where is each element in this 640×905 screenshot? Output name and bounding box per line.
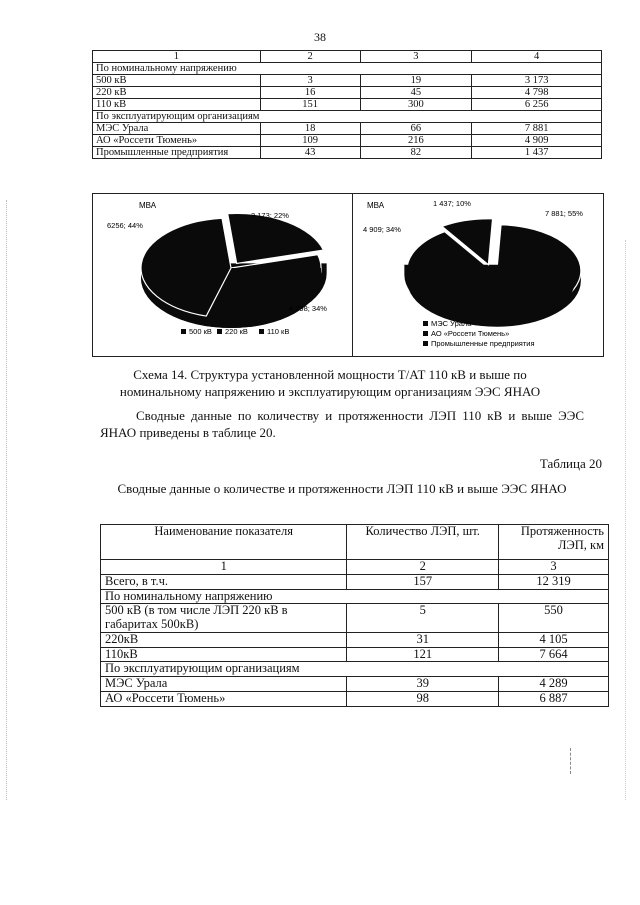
table-row [93,123,602,135]
legend-swatch [423,341,428,346]
section-label: По номинальному напряжению [93,63,602,75]
column-numbers-row [101,560,609,575]
row-label: 110 кВ [93,99,261,111]
row-value: 18 [260,123,360,135]
table-row [101,647,609,662]
table-title: Сводные данные о количестве и протяженности ЛЭП 110 кВ и выше ЭЭС ЯНАО [117,481,567,496]
row-value: 109 [260,135,360,147]
row-value: 39 [347,677,499,692]
section-row [93,63,602,75]
scan-mark [570,748,572,774]
data-label: 4 798; 34% [289,304,327,313]
data-label: 3 173; 22% [251,211,289,220]
section-label: По эксплуатирующим организациям [101,662,609,677]
column-header: Количество ЛЭП, шт. [347,525,499,560]
data-label: 7 881; 55% [545,209,583,218]
legend-label: 500 кВ [189,327,212,336]
row-value: 7 881 [472,123,602,135]
row-label: 220кВ [101,632,347,647]
body-paragraph: Сводные данные по количеству и протяженности ЛЭП 110 кВ и выше ЭЭС ЯНАО приведены в таблице 20. [100,408,584,440]
legend-label: Промышленные предприятия [431,339,535,348]
capacity-table [92,50,602,159]
row-label: МЭС Урала [101,677,347,692]
table-label: Таблица 20 [539,456,602,471]
legend-label: МЭС Урала [431,319,472,328]
row-label: АО «Россети Тюмень» [93,135,261,147]
row-label: АО «Россети Тюмень» [101,691,347,706]
row-label: 500 кВ (в том числе ЛЭП 220 кВ в габаритах 500кВ) [101,604,347,633]
row-label: Промышленные предприятия [93,147,261,159]
row-value: 66 [360,123,472,135]
scan-margin-left [6,200,9,800]
legend-swatch [217,329,222,334]
row-value: 151 [260,99,360,111]
table-row [93,135,602,147]
table-header-row [93,51,602,63]
row-value: 5 [347,604,499,633]
unit-label: МВА [139,201,157,210]
legend-label: АО «Россети Тюмень» [431,329,510,338]
table-row [101,677,609,692]
row-value: 6 256 [472,99,602,111]
row-label: МЭС Урала [93,123,261,135]
row-label: Всего, в т.ч. [101,574,347,589]
legend-swatch [423,321,428,326]
column-number: 1 [93,51,261,63]
section-row [93,111,602,123]
column-number: 4 [472,51,602,63]
row-value: 82 [360,147,472,159]
table-row [101,604,609,633]
row-value: 31 [347,632,499,647]
row-label: 110кВ [101,647,347,662]
row-value: 6 887 [499,691,609,706]
page-number: 38 [314,30,326,44]
table-row [101,632,609,647]
pie-chart-organizations [353,194,605,356]
table-header-row [101,525,609,560]
column-header: Протяженность ЛЭП, км [499,525,609,560]
row-value: 4 289 [499,677,609,692]
scan-margin-right [625,240,628,800]
section-label: По номинальному напряжению [101,589,609,604]
row-value: 4 105 [499,632,609,647]
column-number: 2 [347,560,499,575]
column-number: 1 [101,560,347,575]
table-row [101,574,609,589]
data-label: 4 909; 34% [363,225,401,234]
row-value: 19 [360,75,472,87]
row-value: 3 173 [472,75,602,87]
pie-chart-voltage [93,194,352,356]
legend-label: 110 кВ [267,327,290,336]
row-value: 1 437 [472,147,602,159]
column-number: 3 [499,560,609,575]
column-header: Наименование показателя [101,525,347,560]
row-label: 500 кВ [93,75,261,87]
column-number: 2 [260,51,360,63]
column-number: 3 [360,51,472,63]
row-value: 121 [347,647,499,662]
power-lines-table [100,524,609,707]
table-row [93,75,602,87]
data-label: 1 437; 10% [433,199,471,208]
legend-swatch [423,331,428,336]
row-value: 7 664 [499,647,609,662]
table-row [93,99,602,111]
row-value: 16 [260,87,360,99]
legend-swatch [259,329,264,334]
data-label: 6256; 44% [107,221,143,230]
row-value: 550 [499,604,609,633]
table-row [101,691,609,706]
row-value: 157 [347,574,499,589]
figure-caption: Схема 14. Структура установленной мощности Т/АТ 110 кВ и выше по номинальному напряжению и эксплуатирующим организациям ЭЭС ЯНАО [119,367,541,399]
row-value: 43 [260,147,360,159]
row-value: 3 [260,75,360,87]
section-row [101,589,609,604]
unit-label: МВА [367,201,385,210]
row-value: 45 [360,87,472,99]
section-row [101,662,609,677]
table-row [93,87,602,99]
row-value: 4 909 [472,135,602,147]
row-value: 216 [360,135,472,147]
charts-panel [92,193,604,357]
row-value: 300 [360,99,472,111]
section-label: По эксплуатирующим организациям [93,111,602,123]
legend-swatch [181,329,186,334]
row-value: 4 798 [472,87,602,99]
row-value: 12 319 [499,574,609,589]
row-value: 98 [347,691,499,706]
table-row [93,147,602,159]
legend-label: 220 кВ [225,327,248,336]
row-label: 220 кВ [93,87,261,99]
